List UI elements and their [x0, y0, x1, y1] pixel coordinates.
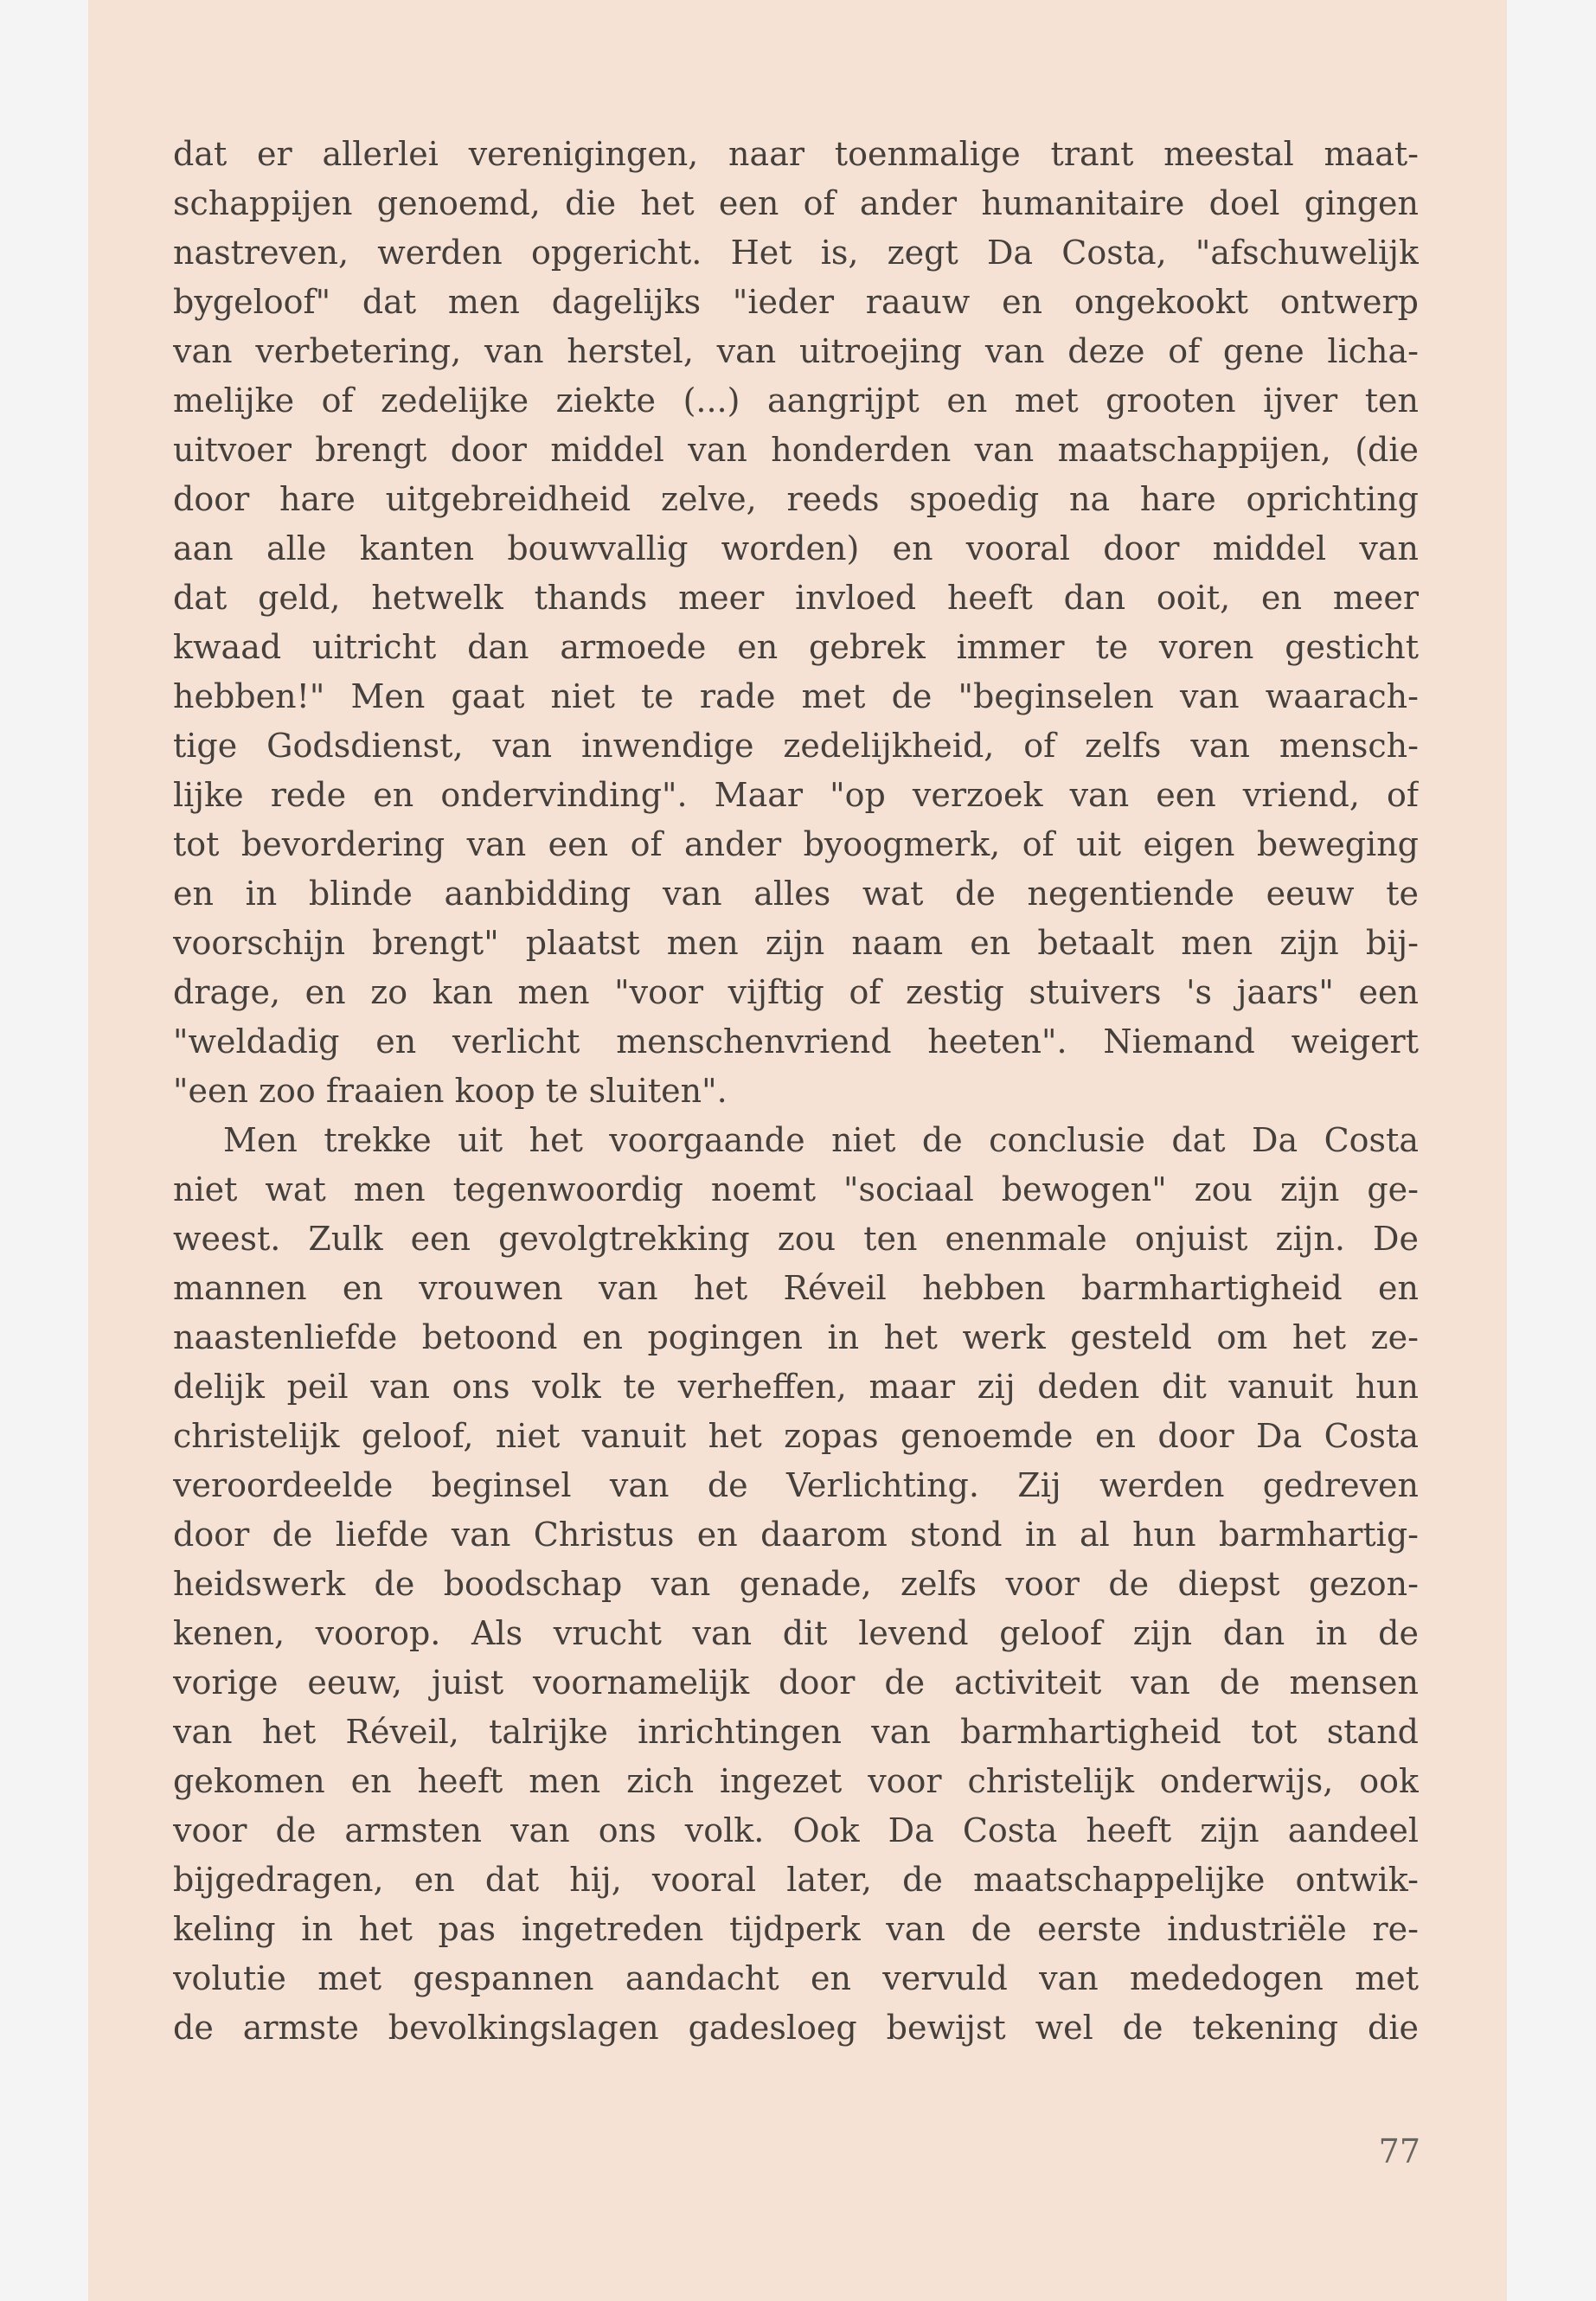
text-line: keling in het pas ingetreden tijdperk van de eerste industriële re- [173, 1910, 1419, 1948]
text-line: mannen en vrouwen van het Réveil hebben barmhartigheid en [173, 1269, 1419, 1307]
text-line: kwaad uitricht dan armoede en gebrek immer te voren gesticht [173, 628, 1419, 666]
text-line: voor de armsten van ons volk. Ook Da Costa heeft zijn aandeel [173, 1811, 1419, 1849]
text-line: niet wat men tegenwoordig noemt "sociaal bewogen" zou zijn ge- [173, 1170, 1419, 1208]
text-line: drage, en zo kan men "voor vijftig of zestig stuivers 's jaars" een [173, 973, 1419, 1011]
text-line: melijke of zedelijke ziekte (...) aangrijpt en met grooten ijver ten [173, 381, 1419, 420]
body-text [173, 130, 1419, 2053]
text-line: lijke rede en ondervinding". Maar "op verzoek van een vriend, of [173, 776, 1419, 814]
text-line: en in blinde aanbidding van alles wat de negentiende eeuw te [173, 875, 1419, 913]
text-line: door hare uitgebreidheid zelve, reeds spoedig na hare oprichting [173, 480, 1419, 518]
text-line: nastreven, werden opgericht. Het is, zegt Da Costa, "afschuwelijk [173, 234, 1419, 272]
text-line: heidswerk de boodschap van genade, zelfs voor de diepst gezon- [173, 1565, 1419, 1603]
text-line: schappijen genoemd, die het een of ander humanitaire doel gingen [173, 184, 1419, 222]
text-line: weest. Zulk een gevolgtrekking zou ten enenmale onjuist zijn. De [173, 1220, 1419, 1258]
text-line: christelijk geloof, niet vanuit het zopas genoemde en door Da Costa [173, 1417, 1419, 1455]
text-line: "weldadig en verlicht menschenvriend heeten". Niemand weigert [173, 1022, 1419, 1061]
text-line: "een zoo fraaien koop te sluiten". [173, 1072, 727, 1110]
page-number: 77 [1378, 2132, 1420, 2170]
text-line: dat er allerlei verenigingen, naar toenmalige trant meestal maat- [173, 135, 1419, 173]
text-line: door de liefde van Christus en daarom stond in al hun barmhartig- [173, 1516, 1419, 1554]
book-page [88, 0, 1507, 2301]
text-line: vorige eeuw, juist voornamelijk door de activiteit van de mensen [173, 1663, 1419, 1702]
text-line: de armste bevolkingslagen gadesloeg bewijst wel de tekening die [173, 2009, 1419, 2047]
text-line: aan alle kanten bouwvallig worden) en vooral door middel van [173, 529, 1419, 567]
text-line: bijgedragen, en dat hij, vooral later, de maatschappelijke ontwik- [173, 1861, 1419, 1899]
text-line: delijk peil van ons volk te verheffen, maar zij deden dit vanuit hun [173, 1368, 1419, 1406]
text-line: bygeloof" dat men dagelijks "ieder raauw en ongekookt ontwerp [173, 283, 1419, 321]
text-line: gekomen en heeft men zich ingezet voor christelijk onderwijs, ook [173, 1762, 1419, 1800]
text-line: Men trekke uit het voorgaande niet de conclusie dat Da Costa [223, 1121, 1419, 1159]
text-line: dat geld, hetwelk thands meer invloed heeft dan ooit, en meer [173, 579, 1419, 617]
text-line: van het Réveil, talrijke inrichtingen van barmhartigheid tot stand [173, 1713, 1419, 1751]
text-line: tige Godsdienst, van inwendige zedelijkheid, of zelfs van mensch- [173, 727, 1419, 765]
text-line: van verbetering, van herstel, van uitroejing van deze of gene licha- [173, 332, 1419, 370]
paragraph [173, 130, 1419, 1116]
paragraph [173, 1116, 1419, 2053]
text-line: veroordeelde beginsel van de Verlichting. Zij werden gedreven [173, 1466, 1419, 1504]
text-line: uitvoer brengt door middel van honderden van maatschappijen, (die [173, 431, 1419, 469]
text-line: tot bevordering van een of ander byoogmerk, of uit eigen beweging [173, 825, 1419, 863]
text-line: hebben!" Men gaat niet te rade met de "beginselen van waarach- [173, 677, 1419, 715]
text-line: voorschijn brengt" plaatst men zijn naam en betaalt men zijn bij- [173, 924, 1419, 962]
text-line: kenen, voorop. Als vrucht van dit levend geloof zijn dan in de [173, 1614, 1419, 1652]
text-line: volutie met gespannen aandacht en vervuld van mededogen met [173, 1959, 1419, 1997]
text-line: naastenliefde betoond en pogingen in het werk gesteld om het ze- [173, 1318, 1419, 1356]
